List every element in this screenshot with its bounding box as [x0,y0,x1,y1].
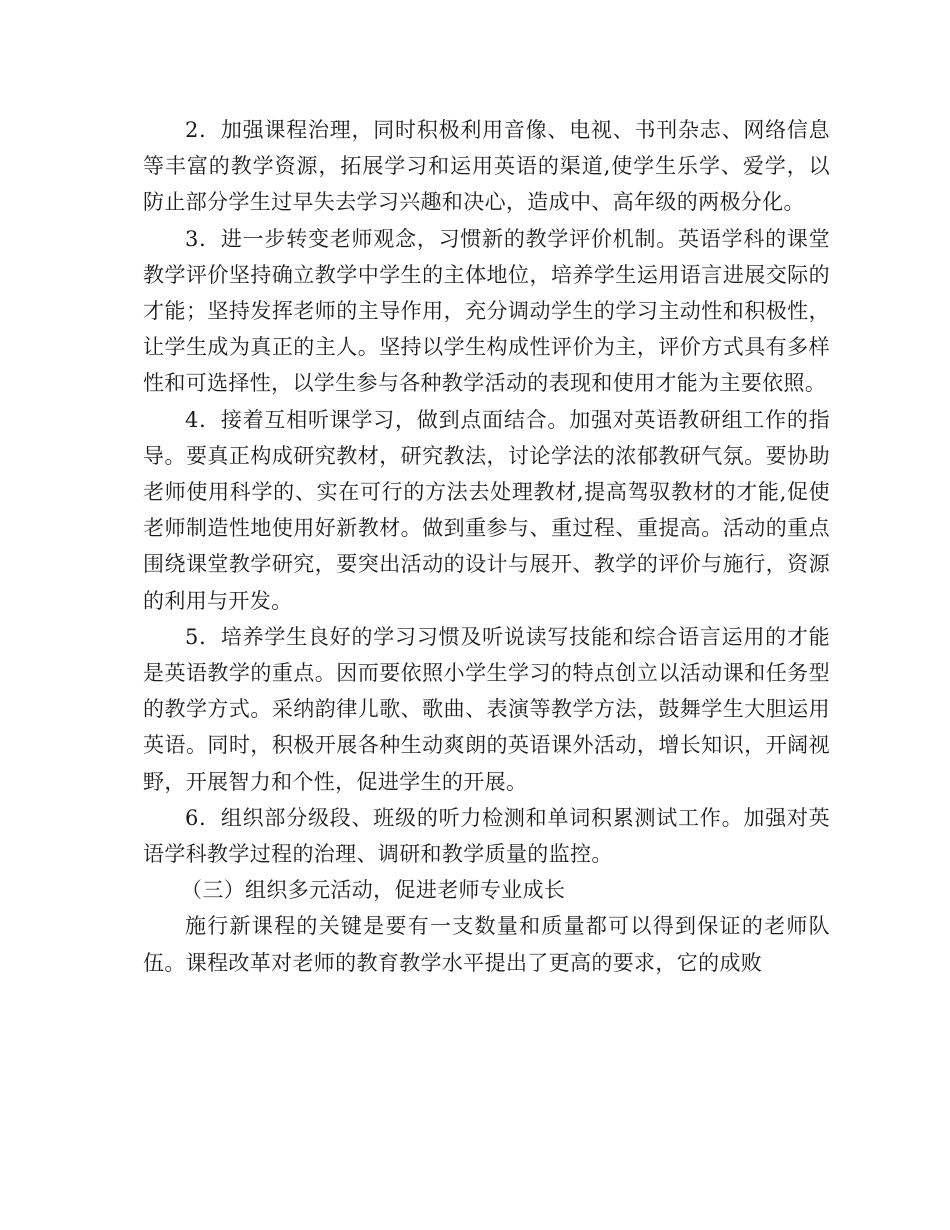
paragraph-item-3: 3．进一步转变老师观念，习惯新的教学评价机制。英语学科的课堂教学评价坚持确立教学中学生的主体地位，培养学生运用语言进展交际的才能；坚持发挥老师的主导作用，充分调动学生的学习主动性和积极性，让学生成为真正的主人。坚持以学生构成性评价为主，评价方式具有多样性和可选择性，以学生参与各种教学活动的表现和使用才能为主要依照。 [143,226,830,396]
section-heading: （三）组织多元活动，促进老师专业成长 [181,878,566,903]
paragraph-item-6: 6．组织部分级段、班级的听力检测和单词积累测试工作。加强对英语学科教学过程的治理、调研和教学质量的监控。 [143,805,830,867]
paragraph-new-curriculum: 施行新课程的关键是要有一支数量和质量都可以得到保证的老师队伍。课程改革对老师的教育教学水平提出了更高的要求，它的成败 [143,914,830,975]
paragraph-item-2: 2．加强课程治理，同时积极利用音像、电视、书刊杂志、网络信息等丰富的教学资源，拓展学习和运用英语的渠道,使学生乐学、爱学，以防止部分学生过早失去学习兴趣和决心，造成中、高年级的两极分化。 [143,118,830,215]
paragraph-item-4: 4．接着互相听课学习，做到点面结合。加强对英语教研组工作的指导。要真正构成研究教材，研究教法，讨论学法的浓郁教研气氛。要协助老师使用科学的、实在可行的方法去处理教材,提高驾驭教材的才能,促使老师制造性地使用好新教材。做到重参与、重过程、重提高。活动的重点围绕课堂教学研究，要突出活动的设计与展开、教学的评价与施行，资源的利用与开发。 [143,407,830,613]
paragraph-item-5: 5．培养学生良好的学习习惯及听说读写技能和综合语言运用的才能是英语教学的重点。因而要依照小学生学习的特点创立以活动课和任务型的教学方式。采纳韵律儿歌、歌曲、表演等教学方法，鼓舞学生大胆运用英语。同时，积极开展各种生动爽朗的英语课外活动，增长知识，开阔视野，开展智力和个性，促进学生的开展。 [143,624,830,794]
